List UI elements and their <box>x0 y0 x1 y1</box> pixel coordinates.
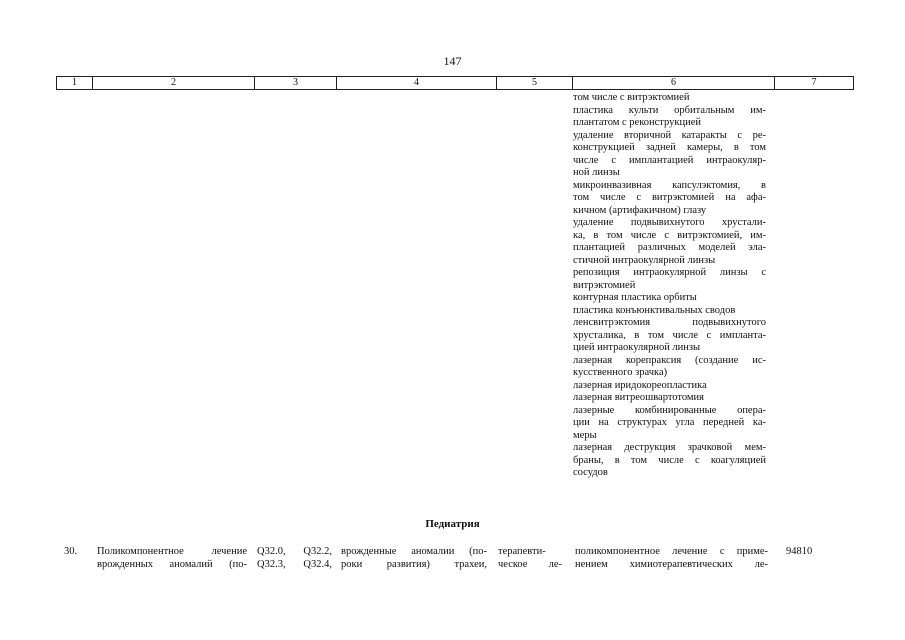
col-header-6: 6 <box>573 77 775 90</box>
text-line: поликомпонентное лечение с приме- <box>575 546 768 557</box>
row-icd-codes <box>257 546 332 571</box>
text-line: нением химиотерапевтических ле- <box>575 558 768 570</box>
procedure-line: стичной интраокулярной линзы <box>573 254 716 266</box>
text-line: терапевти- <box>498 546 546 557</box>
text-line: Поликомпонентное лечение <box>97 546 247 557</box>
row-disease-name <box>97 546 247 571</box>
procedure-line: хрусталика, в том числе с импланта- <box>573 329 766 341</box>
procedure-line: лазерная деструкция зрачковой мем- <box>573 442 766 453</box>
procedure-line: удаление подвывихнутого хрустали- <box>573 217 766 228</box>
procedure-line: том числе с витрэктомией <box>573 92 690 103</box>
col-header-2: 2 <box>93 77 255 90</box>
row-patient-model <box>341 546 487 571</box>
text-line: Q32.3, Q32.4, <box>257 558 332 570</box>
procedure-line: витрэктомией <box>573 279 636 291</box>
procedure-line: пластика культи орбитальным им- <box>573 104 766 116</box>
text-line: врожденные аномалии (по- <box>341 546 487 557</box>
text-line: врожденных аномалий (по- <box>97 558 247 570</box>
procedure-line: ленсвитрэктомия подвывихнутого <box>573 317 766 328</box>
procedure-line: лазерная витреошвартотомия <box>573 392 704 403</box>
col-header-3: 3 <box>255 77 337 90</box>
procedure-line: репозиция интраокулярной линзы с <box>573 267 766 278</box>
procedure-line: ции на структурах угла передней ка- <box>573 417 766 428</box>
procedure-line: браны, в том числе с коагуляцией <box>573 454 766 466</box>
procedure-line: кусственного зрачка) <box>573 367 668 378</box>
procedure-line: сосудов <box>573 467 608 478</box>
procedure-line: плантатом с реконструкцией <box>573 117 702 128</box>
section-title: Педиатрия <box>425 518 480 530</box>
row-treatment-method <box>575 546 768 571</box>
procedure-line: кичном (артифакичном) глазу <box>573 204 707 216</box>
procedure-line: микроинвазивная капсулэктомия, в <box>573 179 766 191</box>
procedure-line: плантацией различных моделей эла- <box>573 242 766 253</box>
col-header-7: 7 <box>775 77 854 90</box>
procedure-line: конструкцией задней камеры, в том <box>573 142 766 153</box>
col-header-1: 1 <box>57 77 93 90</box>
procedure-line: лазерная иридокореопластика <box>573 379 707 391</box>
text-line: роки развития) трахеи, <box>341 558 487 570</box>
col-header-5: 5 <box>497 77 573 90</box>
page-number: 147 <box>443 54 462 68</box>
procedure-line: лазерные комбинированные опера- <box>573 404 766 416</box>
text-line: Q32.0, Q32.2, <box>257 546 332 557</box>
procedure-line: том числе с витрэктомией на афа- <box>573 192 766 203</box>
procedure-line: числе с имплантацией интраокуляр- <box>573 154 766 166</box>
column-header-row <box>56 76 854 90</box>
row-number: 30. <box>64 546 78 557</box>
procedure-line: пластика конъюнктивальных сводов <box>573 304 736 316</box>
procedure-line: контурная пластика орбиты <box>573 292 697 303</box>
row-treatment-type <box>498 546 562 571</box>
procedure-line: цией интраокулярной линзы <box>573 342 701 353</box>
text-line: ческое ле- <box>498 558 562 570</box>
procedure-line: удаление вторичной катаракты с ре- <box>573 129 766 141</box>
procedure-list <box>573 92 766 480</box>
procedure-line: лазерная корепраксия (создание ис- <box>573 354 766 366</box>
procedure-line: ной линзы <box>573 167 620 178</box>
procedure-line: ка, в том числе с витрэктомией, им- <box>573 229 766 241</box>
procedure-line: меры <box>573 429 597 441</box>
row-cost: 94810 <box>786 546 813 557</box>
col-header-4: 4 <box>337 77 497 90</box>
